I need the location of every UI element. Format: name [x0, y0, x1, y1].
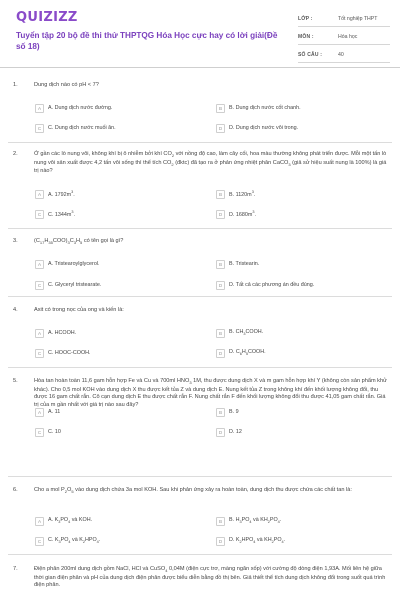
option-text: A. 11: [48, 409, 61, 415]
question-text: $(C_{17}H_{35}COO)_3C_3H_5$ có tên gọi là gì?: [34, 238, 124, 246]
option-letter-box: A: [35, 329, 44, 338]
answer-option-c[interactable]: [35, 347, 91, 359]
option-text: B. Dung dịch nước cốt chanh.: [229, 105, 301, 111]
question-number: 2.: [13, 151, 18, 157]
option-text: B. $1120m^3$.: [229, 190, 256, 198]
option-text: D. Tất cả các phương án đều đúng.: [229, 282, 315, 288]
answer-option-b[interactable]: [216, 406, 239, 418]
option-text: B. $H_3PO_4$ và $KH_2PO_4$.: [229, 517, 282, 525]
option-letter-box: C: [35, 281, 44, 290]
option-letter-box: D: [216, 210, 225, 219]
question-text: Cho a mol $P_2O_5$ vào dung dịch chứa 3a mol KOH. Sau khi phản ứng xảy ra hoàn toàn, dung dịch thu được chứa các chất tan là:: [34, 487, 352, 495]
option-letter-box: A: [35, 260, 44, 269]
answer-option-c[interactable]: [35, 279, 101, 291]
question-number: 4.: [13, 307, 18, 313]
option-letter-box: B: [216, 260, 225, 269]
meta-value: 40: [338, 52, 344, 58]
option-text: C. Dung dịch nước muối ăn.: [48, 125, 116, 131]
option-letter-box: B: [216, 104, 225, 113]
option-letter-box: D: [216, 537, 225, 546]
option-letter-box: D: [216, 281, 225, 290]
option-text: C. $1344m^3$.: [48, 210, 75, 218]
option-text: C. Glyceryl tristearate.: [48, 282, 102, 288]
answer-option-a[interactable]: [35, 258, 100, 270]
question-divider: [8, 296, 392, 297]
option-text: B. $CH_3COOH$.: [229, 329, 264, 337]
option-text: C. HOOC-COOH.: [48, 350, 91, 356]
question-divider: [8, 142, 392, 143]
option-letter-box: C: [35, 210, 44, 219]
option-text: C. 10: [48, 429, 61, 435]
answer-option-d[interactable]: [216, 535, 285, 547]
option-letter-box: C: [35, 428, 44, 437]
question-text: Điện phân 200ml dung dịch gồm NaCl, HCl và CuSO$_4$ 0,04M (điện cực trơ, màng ngăn xốp) với cường độ dòng điện 1,93A. Mối liên hệ giữa thời gian điện phân và pH của dung dịch điện phân được biểu diễn bằng đồ thị bên. Giả thiết thể tích dung dịch không đổi trong suốt quá trình điện phân.: [34, 566, 386, 589]
question-number: 5.: [13, 378, 18, 384]
meta-row-question-count: [298, 48, 390, 63]
meta-label: MÔN :: [298, 34, 314, 40]
option-text: C. $K_3PO_4$ và $K_2HPO_4$.: [48, 537, 101, 545]
option-text: A. $K_3PO_4$ và KOH.: [48, 517, 93, 525]
option-text: D. $C_6H_5COOH$.: [229, 349, 266, 357]
meta-value: Hóa học: [338, 34, 358, 40]
option-text: B. Tristearin.: [229, 261, 260, 267]
question-number: 6.: [13, 487, 18, 493]
answer-option-a[interactable]: [35, 406, 60, 418]
option-letter-box: D: [216, 349, 225, 358]
question-text: Hòa tan hoàn toàn 11,6 gam hỗn hợp Fe và Cu và 700ml $HNO_3$ 1M, thu được dung dịch X và m gam hỗn hợp khí Y (không còn sản phẩm khử khác). Cho 0,5 mol KOH vào dung dịch X thu được kết tủa Z và dung dịch E. Nung kết tủa Z trong không khí đến khối lượng không đổi, thu được 16 gam chất rắn. Cô cạn dung dịch E thu được chất rắn F. Nung chất rắn F đến khối lượng không đổi thu được 41,05 gam chất rắn. Giá trị của m gần nhất với giá trị nào sau đây?: [34, 378, 387, 408]
answer-option-c[interactable]: [35, 208, 75, 220]
option-letter-box: A: [35, 408, 44, 417]
option-text: D. 12: [229, 429, 242, 435]
option-letter-box: B: [216, 408, 225, 417]
option-text: A. $1792m^3$.: [48, 190, 75, 198]
option-text: B. 9: [229, 409, 239, 415]
option-text: D. Dung dịch nước vôi trong.: [229, 125, 299, 131]
question-divider: [8, 228, 392, 229]
option-text: A. Dung dịch nước đường.: [48, 105, 113, 111]
option-text: D. $1680m^3$.: [229, 210, 256, 218]
answer-option-d[interactable]: [216, 426, 242, 438]
question-divider: [8, 476, 392, 477]
quizizz-logo: QUIZIZZ: [16, 10, 78, 25]
option-letter-box: C: [35, 124, 44, 133]
answer-option-a[interactable]: [35, 327, 76, 339]
answer-option-d[interactable]: [216, 347, 266, 359]
meta-label: SỐ CÂU :: [298, 52, 323, 58]
answer-option-b[interactable]: [216, 258, 259, 270]
answer-option-d[interactable]: [216, 208, 256, 220]
question-number: 1.: [13, 82, 18, 88]
answer-option-c[interactable]: [35, 535, 100, 547]
answer-option-b[interactable]: [216, 188, 255, 200]
answer-option-c[interactable]: [35, 122, 116, 134]
option-letter-box: B: [216, 517, 225, 526]
question-number: 3.: [13, 238, 18, 244]
option-letter-box: B: [216, 329, 225, 338]
option-letter-box: B: [216, 190, 225, 199]
option-text: A. HCOOH.: [48, 330, 77, 336]
answer-option-a[interactable]: [35, 188, 75, 200]
meta-row-subject: [298, 30, 390, 45]
question-divider: [8, 554, 392, 555]
meta-value: Tốt nghiệp THPT: [338, 16, 378, 22]
answer-option-b[interactable]: [216, 327, 263, 339]
question-number: 7.: [13, 566, 18, 572]
option-letter-box: C: [35, 349, 44, 358]
option-letter-box: A: [35, 190, 44, 199]
answer-option-d[interactable]: [216, 279, 314, 291]
option-letter-box: A: [35, 104, 44, 113]
option-letter-box: D: [216, 124, 225, 133]
answer-option-b[interactable]: [216, 515, 281, 527]
answer-option-a[interactable]: [35, 102, 112, 114]
option-text: A. Tristearoylglycerol.: [48, 261, 100, 267]
option-letter-box: C: [35, 537, 44, 546]
worksheet-meta: [298, 12, 390, 66]
question-text: Ở gần các lò nung vôi, không khí bị ô nhiễm bởi khí $CO_2$ với nồng độ cao, làm cây cối, hoa màu thường không phát triển được. Mỗi một tấn lò nung vôi sản xuất được 4,2 tấn vôi sống thì thể tích $CO_2$ (đktc) đã tạo ra ở phản ứng nhiệt phân CaCO$_3$ (giả sử hiệu suất nung là 100%) là giá trị nào?: [34, 151, 387, 175]
option-text: D. $K_2HPO_4$ và $KH_2PO_4$.: [229, 537, 286, 545]
option-letter-box: A: [35, 517, 44, 526]
question-divider: [8, 367, 392, 368]
question-text: Axit có trong nọc của ong và kiến là:: [34, 307, 124, 313]
worksheet-header: [0, 0, 400, 68]
answer-option-a[interactable]: [35, 515, 92, 527]
worksheet-title: Tuyển tập 20 bộ đề thi thử THPTQG Hóa Học cực hay có lời giải(Đề số 18): [16, 31, 278, 51]
answer-option-c[interactable]: [35, 426, 61, 438]
question-text: Dung dịch nào có pH < 7?: [34, 82, 99, 88]
meta-label: LỚP :: [298, 16, 313, 22]
answer-option-b[interactable]: [216, 102, 301, 114]
answer-option-d[interactable]: [216, 122, 298, 134]
meta-row-class: [298, 12, 390, 27]
option-letter-box: D: [216, 428, 225, 437]
